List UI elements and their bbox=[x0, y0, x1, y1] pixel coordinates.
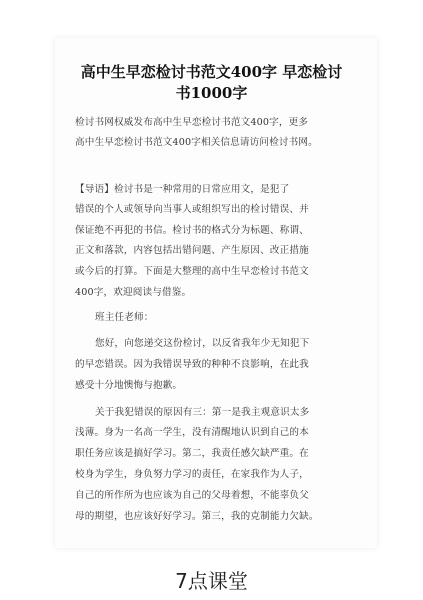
guide-line: 或今后的打算。下面是大整理的高中生早恋检讨书范文 bbox=[75, 266, 309, 277]
paragraph-line: 的早恋错误。因为我错误导致的种种不良影响，在此我 bbox=[75, 359, 309, 370]
paragraph-line: 职任务应该是搞好学习。第二，我责任感欠缺严重。在 bbox=[75, 448, 309, 459]
paragraph-line: 校身为学生，身负努力学习的责任，在家我作为人子， bbox=[75, 469, 309, 480]
paragraph-line: 感受十分地懊悔与抱歉。 bbox=[75, 380, 183, 391]
document-title: 高中生早恋检讨书范文400字 早恋检讨 bbox=[80, 63, 343, 81]
paragraph-line: 自己的所作所为也应该为自己的父母着想，不能辜负父 bbox=[75, 490, 309, 501]
guide-line: 错误的个人或领导向当事人或组织写出的检讨错误、并 bbox=[75, 204, 309, 215]
paragraph-line: 浅薄。身为一名高一学生，没有清醒地认识到自己的本 bbox=[75, 427, 309, 438]
guide-line: 400字，欢迎阅读与借鉴。 bbox=[75, 287, 192, 298]
salutation: 班主任老师： bbox=[95, 312, 154, 323]
document-title-continued: 书1000字 bbox=[175, 84, 248, 102]
watermark-footer: 7点课堂 bbox=[175, 569, 248, 593]
intro-line: 高中生早恋检讨书范文400字相关信息请访问检讨书网。 bbox=[75, 137, 318, 148]
intro-line: 检讨书网权威发布高中生早恋检讨书范文400字，更多 bbox=[75, 117, 309, 128]
guide-line: 保证绝不再犯的书信。检讨书的格式分为标题、称谓、 bbox=[75, 225, 309, 236]
guide-line: 【导语】检讨书是一种常用的日常应用文，是犯了 bbox=[75, 184, 290, 195]
paragraph-line: 关于我犯错误的原因有三：第一是我主观意识太多 bbox=[95, 407, 310, 418]
paragraph-line: 母的期望，也应该好好学习。第三，我的克制能力欠缺。 bbox=[75, 511, 319, 522]
guide-line: 正文和落款，内容包括出错问题、产生原因、改正措施 bbox=[75, 245, 309, 256]
paragraph-line: 您好，向您递交这份检讨，以反省我年少无知犯下 bbox=[95, 338, 310, 349]
